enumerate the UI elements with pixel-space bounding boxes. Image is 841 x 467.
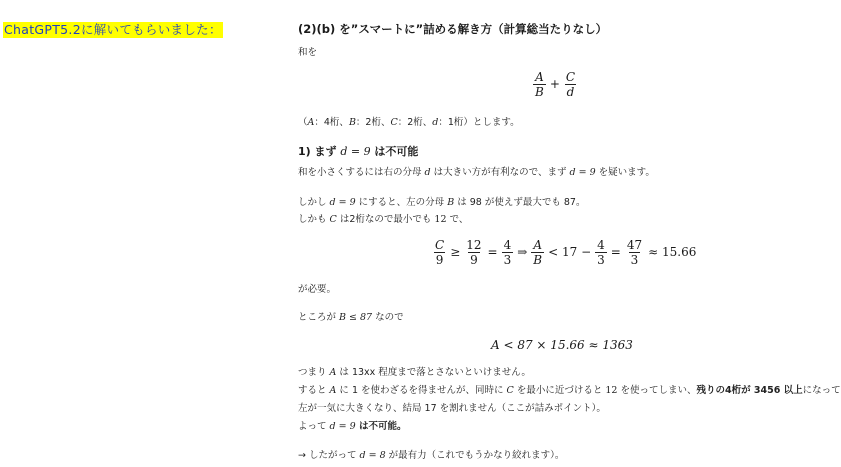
paragraph-1 xyxy=(298,166,655,180)
text: ：2桁、 xyxy=(397,117,433,128)
math-expr: d = 9 xyxy=(340,145,371,158)
numerator: A xyxy=(535,70,544,84)
operator: ≥ xyxy=(450,245,461,259)
denominator: 9 xyxy=(470,253,478,267)
fraction xyxy=(531,238,544,267)
numerator: 4 xyxy=(597,238,605,252)
text: になって xyxy=(802,385,841,396)
fraction xyxy=(625,238,644,267)
operator: = xyxy=(487,245,498,259)
text: を疑います。 xyxy=(595,167,655,178)
numerator: 47 xyxy=(626,238,643,252)
fraction xyxy=(502,238,514,267)
denominator: 3 xyxy=(597,253,605,267)
paragraph-5 xyxy=(298,311,404,325)
text: すると xyxy=(298,385,330,396)
text: なので xyxy=(372,312,404,323)
fraction-a-over-b xyxy=(533,70,546,99)
denominator: B xyxy=(533,253,543,267)
denominator: 3 xyxy=(630,253,639,267)
text: しかも xyxy=(298,214,330,225)
numerator: A xyxy=(533,238,543,252)
text: 和を小さくするには右の分母 xyxy=(298,167,425,178)
math-var: C xyxy=(390,117,398,128)
denominator: 3 xyxy=(503,253,512,267)
page-title: (2)(b) を”スマートに”詰める解き方（計算総当たりなし） xyxy=(298,22,608,36)
paragraph-4: が必要。 xyxy=(298,284,337,295)
plus-sign: + xyxy=(549,77,560,91)
equation-bound-a: A < 87 × 15.66 ≈ 1363 xyxy=(491,338,633,352)
numerator: C xyxy=(565,70,576,84)
math-expr: d = 9 xyxy=(329,197,356,208)
text: を使ってしまい、 xyxy=(617,385,697,396)
math-var: A xyxy=(329,385,337,396)
text-wa: 和を xyxy=(298,47,318,58)
text: を最小に近づけると xyxy=(513,385,606,396)
paragraph-9 xyxy=(298,420,406,434)
text: にすると、左の分母 xyxy=(355,197,448,208)
text: に 1 を使わざるを得ませんが、同時に xyxy=(336,385,507,396)
fraction xyxy=(595,238,607,267)
math-number: 12 xyxy=(434,214,447,225)
math-var: C xyxy=(329,214,337,225)
math-var: A xyxy=(329,367,337,378)
numerator: 12 xyxy=(466,238,482,252)
math-var: d xyxy=(424,167,431,178)
section-heading xyxy=(298,143,418,159)
paragraph-10 xyxy=(298,449,564,463)
numerator: C xyxy=(435,238,445,252)
paragraph-8: 左が一気に大きくなり、結局 17 を割れません（ここが詰みポイント）。 xyxy=(298,403,606,414)
denominator: d xyxy=(566,85,575,99)
paragraph-2 xyxy=(298,196,585,210)
operator: ⇒ xyxy=(517,245,528,259)
text: で、 xyxy=(446,214,469,225)
operator: ≈ 15.66 xyxy=(648,245,697,259)
text: は2桁なので最小でも xyxy=(336,214,435,225)
text: は不可能 xyxy=(370,145,419,158)
math-var: d xyxy=(432,117,439,128)
text: ：1桁）とします。 xyxy=(438,117,520,128)
operator: = xyxy=(610,245,621,259)
text: → したがって xyxy=(298,450,360,461)
text: しかし xyxy=(298,197,330,208)
text: つまり xyxy=(298,367,330,378)
text: ：4桁、 xyxy=(314,117,349,128)
equation-inequality-chain xyxy=(432,238,699,267)
math-expr: d = 9 xyxy=(329,421,356,432)
math-var: B xyxy=(447,197,455,208)
bold-text: 残りの4桁が 3456 以上 xyxy=(696,385,803,396)
fraction-c-over-d xyxy=(564,70,577,99)
paragraph-6 xyxy=(298,366,531,380)
text: よって xyxy=(298,421,330,432)
numerator: 4 xyxy=(503,238,512,252)
fraction xyxy=(464,238,483,267)
text: 1) まず xyxy=(298,145,341,158)
math-expr: d = 8 xyxy=(359,450,386,461)
math-var: A xyxy=(307,117,315,128)
math-number: 12 xyxy=(605,385,618,396)
text: （ xyxy=(298,117,308,128)
text: は 13xx 程度まで落とさないといけません。 xyxy=(336,367,531,378)
text: が最有力（これでもうかなり絞れます）。 xyxy=(385,450,565,461)
fraction xyxy=(433,238,446,267)
text: ：2桁、 xyxy=(355,117,391,128)
math-expr: B ≤ 87 xyxy=(339,312,373,323)
text: は大きい方が有利なので、まず xyxy=(430,167,570,178)
operator: < 17 − xyxy=(548,245,592,259)
equation-sum-fractions xyxy=(532,70,578,99)
math-expr: d = 9 xyxy=(569,167,596,178)
text: は 98 が使えず最大でも 87。 xyxy=(454,197,586,208)
highlighted-caption: ChatGPT5.2に解いてもらいました： xyxy=(4,22,222,37)
paragraph-7 xyxy=(298,384,841,398)
paragraph-3 xyxy=(298,213,468,227)
math-var: C xyxy=(506,385,514,396)
bold-text: は不可能。 xyxy=(355,421,407,432)
denominator: 9 xyxy=(435,253,444,267)
math-var: B xyxy=(348,117,356,128)
definition-line xyxy=(298,116,520,130)
denominator: B xyxy=(535,85,544,99)
text: ところが xyxy=(298,312,340,323)
